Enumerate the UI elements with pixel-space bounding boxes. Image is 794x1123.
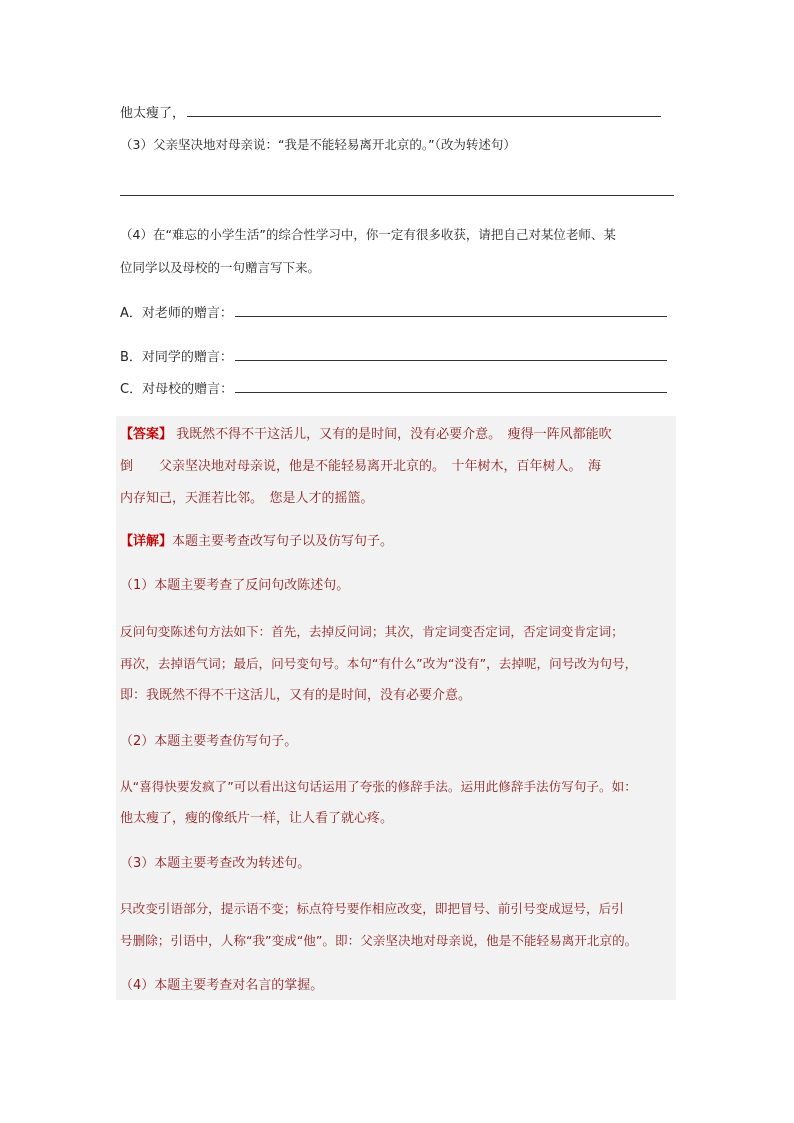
q4-text-line2: 位同学以及母校的一句赠言写下来。: [120, 260, 321, 275]
q4-b-label: B．对同学的赠言：: [120, 350, 233, 365]
detail-p1-line1: 反问句变陈述句方法如下：首先，去掉反问词；其次，肯定词变否定词，否定词变肯定词；: [120, 624, 624, 639]
q4-b-blank[interactable]: [235, 346, 667, 361]
q4-c-blank[interactable]: [235, 378, 667, 393]
detail-p3-line2: 号删除；引语中，人称“我”变成“他”。即：父亲坚决地对母亲说，他是不能轻易离开北京的。: [120, 933, 638, 948]
q4-c-row: [120, 378, 667, 400]
q4-c-label: C．对母校的赠言：: [120, 382, 234, 397]
detail-p3-line1: 只改变引语部分，提示语不变；标点符号要作相应改变，即把冒号、前引号变成逗号，后引: [120, 901, 624, 916]
answer-text-line2: 倒 父亲坚决地对母亲说，他是不能轻易离开北京的。 十年树木，百年树人。 海: [120, 459, 602, 474]
q4-b-row: [120, 346, 667, 368]
detail-p3-head: （3）本题主要考查改为转述句。: [120, 856, 311, 871]
detail-intro-line: [120, 532, 393, 552]
answer-tag: 【答案】: [120, 427, 173, 442]
q2-blank[interactable]: [187, 102, 661, 117]
q3-text: （3）父亲坚决地对母亲说：“我是不能轻易离开北京的。”（改为转述句）: [120, 137, 516, 152]
answer-text-line1: 我既然不得不干这活儿，又有的是时间，没有必要介意。 瘦得一阵风都能吹: [176, 427, 612, 442]
detail-p1-line3: 即：我既然不得不干这活儿，又有的是时间，没有必要介意。: [120, 688, 472, 703]
q4-a-label: A．对老师的赠言：: [120, 306, 233, 321]
q4-a-blank[interactable]: [235, 302, 667, 317]
detail-tag: 【详解】: [120, 534, 173, 549]
q2-answer-line: [120, 102, 661, 124]
answer-text-line3: 内存知己，天涯若比邻。 您是人才的摇篮。: [120, 491, 374, 506]
detail-p2-head: （2）本题主要考查仿写句子。: [120, 734, 298, 749]
detail-p2-line2: 他太瘦了，瘦的像纸片一样，让人看了就心疼。: [120, 811, 394, 826]
q4-a-row: [120, 302, 667, 324]
detail-p1-head: （1）本题主要考查了反问句改陈述句。: [120, 578, 350, 593]
detail-p1-line2: 再次，去掉语气词；最后，问号变句号。本句“有什么”改为“没有”，去掉呢，问号改为句号，: [120, 656, 638, 671]
detail-intro: 本题主要考查改写句子以及仿写句子。: [172, 534, 394, 549]
q3-blank-line[interactable]: [120, 195, 674, 196]
q4-text-line1: （4）在“难忘的小学生活”的综合性学习中，你一定有很多收获，请把自己对某位老师、某: [120, 227, 616, 242]
answer-line1: [120, 425, 612, 445]
q2-prefix: 他太瘦了，: [120, 106, 186, 121]
detail-p4-head: （4）本题主要考查对名言的掌握。: [120, 978, 324, 993]
detail-p2-line1: 从“喜得快要发疯了”可以看出这句话运用了夸张的修辞手法。运用此修辞手法仿写句子。如：: [120, 779, 637, 794]
